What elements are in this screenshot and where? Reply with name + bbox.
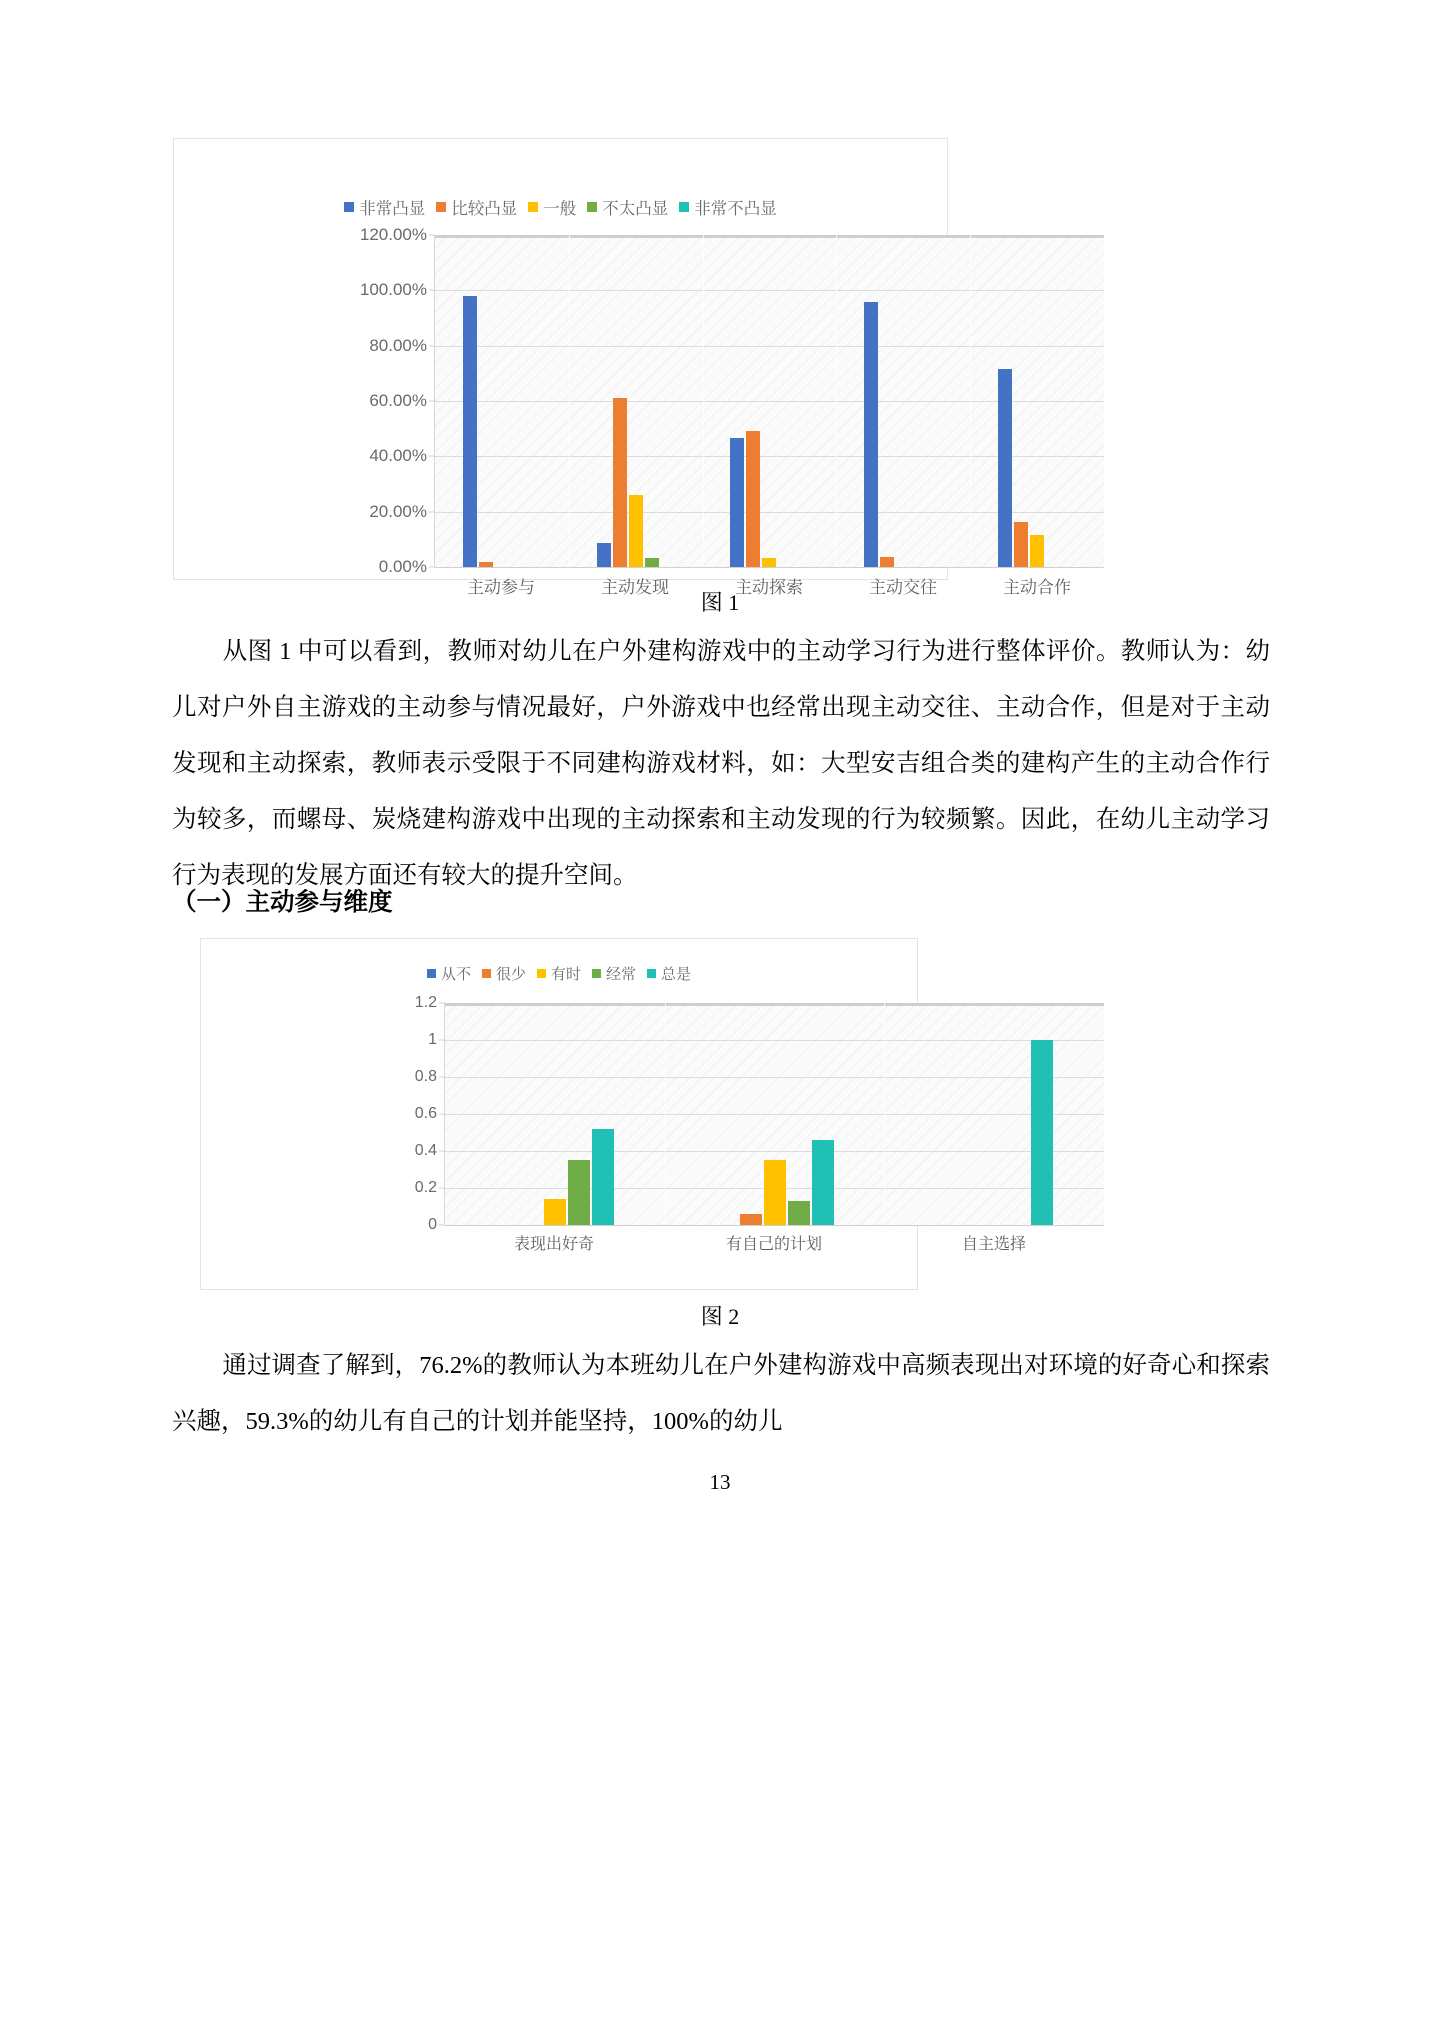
bar (568, 1160, 590, 1225)
y-axis-tick-label: 0.6 (414, 1105, 437, 1122)
bar (998, 369, 1012, 567)
bar (1030, 535, 1044, 567)
page-number: 13 (709, 1470, 731, 1494)
bar-group (435, 235, 569, 567)
legend-label: 有时 (550, 966, 581, 983)
bar (629, 495, 643, 567)
bar (864, 302, 878, 567)
gridline (445, 1225, 1104, 1226)
y-axis-tick-label: 120.00% (359, 225, 427, 244)
y-axis-tick-label: 0.4 (414, 1141, 437, 1159)
bar (1014, 522, 1028, 567)
bar-groups (435, 235, 1104, 567)
x-axis-label: 主动参与 (467, 578, 535, 597)
bar (764, 1160, 786, 1225)
bar (746, 431, 760, 567)
chart-2-legend (201, 963, 917, 984)
legend-swatch-icon (528, 202, 538, 212)
y-axis-tick-label: 1.2 (414, 994, 437, 1011)
y-axis-tick-label: 0 (428, 1216, 437, 1233)
legend-item (344, 195, 425, 219)
legend-item (528, 195, 576, 219)
figure-1-caption: 图 1 (700, 590, 740, 615)
bar (645, 558, 659, 567)
bar (762, 558, 776, 567)
legend-item (482, 963, 526, 984)
bar (1031, 1040, 1053, 1225)
bar (597, 543, 611, 567)
y-axis-tick-label: 0.8 (414, 1067, 437, 1085)
legend-item (647, 963, 691, 984)
bar-group (836, 235, 970, 567)
legend-label: 非常凸显 (359, 200, 426, 218)
bar-group (569, 235, 703, 567)
bar-group (445, 1003, 665, 1225)
legend-swatch-icon (587, 202, 597, 212)
paragraph-2 (172, 1338, 1270, 1450)
bar-group (970, 235, 1104, 567)
x-axis-label: 有自己的计划 (725, 1236, 822, 1253)
bar (544, 1199, 566, 1225)
bar (463, 296, 477, 567)
bar (613, 398, 627, 567)
section-heading-active-participation: （一）主动参与维度 (172, 889, 393, 916)
y-axis-tick-label: 0.00% (378, 557, 427, 576)
paragraph-1-text: 从图 1 中可以看到，教师对幼儿在户外建构游戏中的主动学习行为进行整体评价。教师认为：幼儿对户外自主游戏的主动参与情况最好，户外游戏中也经常出现主动交往、主动合作，但是对于主动发现和主动探索，教师表示受限于不同建构游戏材料，如：大型安吉组合类的建构产生的主动合作行为较多，而螺母、炭烧建构游戏中出现的主动探索和主动发现的行为较频繁。因此，在幼儿主动学习行为表现的发展方面还有较大的提升空间。 (172, 638, 1270, 889)
bar (812, 1140, 834, 1225)
legend-label: 非常不凸显 (694, 200, 777, 218)
bar (740, 1214, 762, 1225)
bar (479, 562, 493, 567)
bar (592, 1129, 614, 1225)
chart-1-plot-area (359, 225, 1104, 576)
legend-label: 从不 (440, 966, 471, 983)
figure-2-chart (200, 938, 1026, 1290)
legend-swatch-icon (647, 969, 656, 978)
bar (880, 557, 894, 567)
chart-2-plot-area (414, 994, 1104, 1233)
legend-item (587, 195, 668, 219)
bar-group (665, 1003, 885, 1225)
legend-item (537, 963, 581, 984)
x-axis-label: 自主选择 (961, 1236, 1026, 1253)
y-axis-tick-label: 100.00% (359, 280, 427, 300)
y-axis-tick-label: 20.00% (369, 501, 427, 521)
x-axis-label: 主动探索 (735, 578, 803, 597)
figure-2-caption: 图 2 (700, 1304, 740, 1329)
legend-label: 经常 (606, 966, 637, 983)
legend-label: 总是 (661, 966, 692, 983)
legend-label: 一般 (543, 200, 577, 218)
figure-1-chart (173, 138, 1071, 597)
legend-item (592, 963, 636, 984)
y-axis-tick-label: 40.00% (369, 446, 427, 466)
bar (788, 1201, 810, 1225)
bar-group (703, 235, 837, 567)
legend-item (427, 963, 471, 984)
gridline (435, 567, 1104, 568)
paragraph-1 (172, 624, 1270, 904)
paragraph-2-text: 通过调查了解到，76.2%的教师认为本班幼儿在户外建构游戏中高频表现出对环境的好奇心和探索兴趣，59.3%的幼儿有自己的计划并能坚持，100%的幼儿 (172, 1352, 1270, 1435)
chart-1-legend (174, 195, 947, 219)
x-axis-label: 主动发现 (601, 578, 669, 597)
chart-2-x-axis-labels (444, 1231, 1104, 1254)
bar (730, 438, 744, 567)
bar-group (884, 1003, 1104, 1225)
y-axis-tick-label: 60.00% (369, 391, 427, 410)
y-axis-tick-label: 80.00% (369, 335, 427, 355)
x-axis-label: 主动合作 (1003, 578, 1071, 597)
x-axis-label: 主动交往 (869, 578, 937, 597)
legend-item (679, 195, 777, 219)
legend-swatch-icon (344, 202, 354, 212)
legend-swatch-icon (537, 969, 546, 978)
legend-label: 不太凸显 (602, 200, 669, 218)
bar-groups (445, 1003, 1104, 1225)
x-axis-label: 表现出好奇 (513, 1236, 594, 1253)
y-axis-tick-label: 1 (428, 1030, 437, 1048)
legend-swatch-icon (592, 969, 601, 978)
legend-item (436, 195, 517, 219)
legend-label: 比较凸显 (451, 200, 518, 218)
legend-swatch-icon (436, 202, 446, 212)
legend-label: 很少 (495, 966, 526, 983)
y-axis-tick-label: 0.2 (414, 1179, 437, 1196)
legend-swatch-icon (679, 202, 689, 212)
legend-swatch-icon (482, 969, 491, 978)
legend-swatch-icon (427, 969, 436, 978)
